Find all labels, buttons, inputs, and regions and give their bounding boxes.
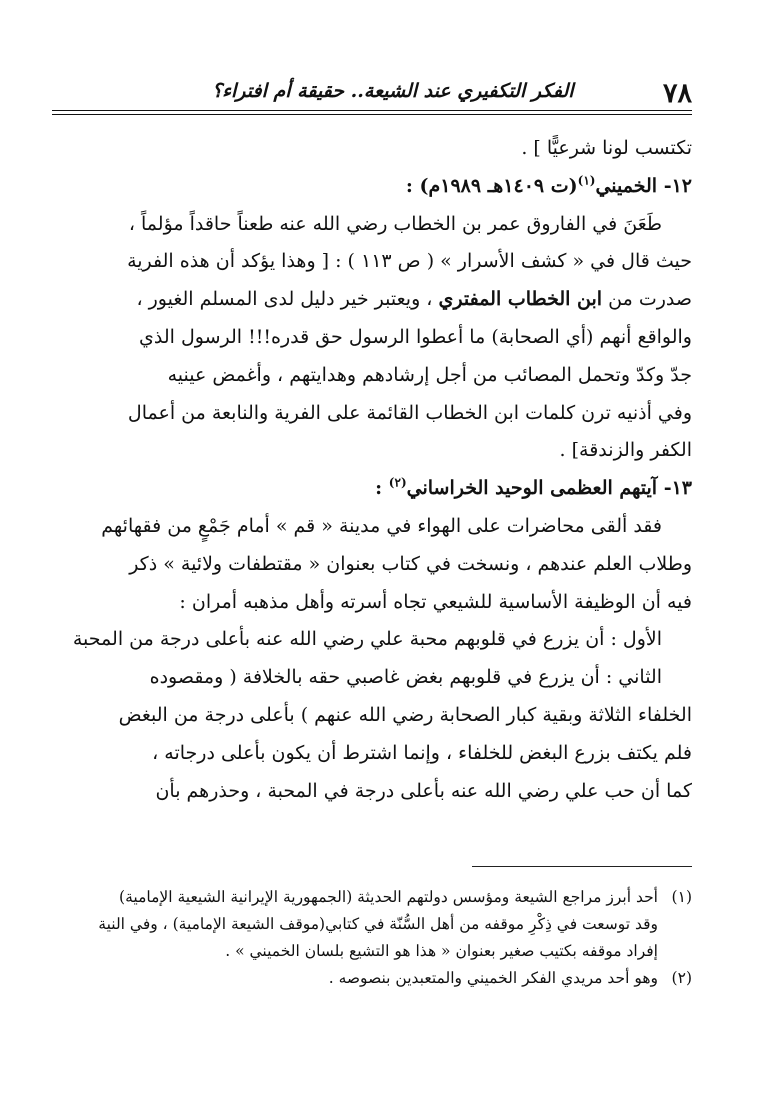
text-line: حيث قال في « كشف الأسرار » ( ص ١١٣ ) : [ وهذا يؤكد أن هذه الفرية [127,250,692,273]
section-heading-13 [52,470,692,508]
text-line: وفي أذنيه ترن كلمات ابن الخطاب القائمة على الفرية والنابعة من أعمال [127,401,692,424]
page-number: ٧٨ [662,78,692,109]
footnote-line: إفراد موقفه بكتيب صغير بعنوان « هذا هو التشيع بلسان الخميني » . [225,942,658,960]
footnotes [52,884,692,992]
text-line: والواقع أنهم (أي الصحابة) ما أعطوا الرسول حق قدره!!! الرسول الذي [139,325,692,348]
footnote-ref-1[interactable]: (١) [577,173,596,188]
text-line: الثاني : أن يزرع في قلوبهم بغض غاصبي حقه بالخلافة ( ومقصوده [149,666,662,689]
footnote-ref-2[interactable]: (٢) [388,475,407,490]
footnote-marker: (١) [671,888,692,906]
running-title: الفكر التكفيري عند الشيعة.. حقيقة أم افتراء؟ [212,80,574,102]
text-line: فلم يكتف بزرع البغض للخلفاء ، وإنما اشترط أن يكون بأعلى درجاته ، [152,741,692,764]
footnote-2 [52,965,692,992]
heading-title: ١٢- الخميني [595,174,692,197]
text-line: تكتسب لونا شرعيًّا ] . [521,137,692,159]
header-rule-inner [52,114,692,115]
text-line: كما أن حب علي رضي الله عنه بأعلى درجة في المحبة ، وحذرهم بأن [155,779,692,802]
heading-colon: : [375,477,389,500]
text-line: الكفر والزندقة] . [559,439,692,462]
footnote-marker: (٢) [671,969,692,987]
footnote-text: وهو أحد مريدي الفكر الخميني والمتعبدين بنصوصه . [328,969,658,987]
running-header [52,72,692,114]
footnote-separator [472,866,692,867]
section-heading-12 [52,168,692,206]
header-rule [52,110,692,111]
text-line: طَعَنَ في الفاروق عمر بن الخطاب رضي الله عنه طعناً حاقداً مؤلماً ، [128,212,662,235]
text-run: صدرت من [608,288,692,311]
text-line [52,281,692,319]
footnote-line: وقد توسعت في ذِكْرِ موقفه من أهل السُّنّة في كتابي(موقف الشيعة الإمامية) ، وفي النية [98,915,658,933]
footnote-1 [52,884,692,911]
text-line: الخلفاء الثلاثة وبقية كبار الصحابة رضي الله عنهم ) بأعلى درجة من البغض [118,703,692,726]
main-text [52,130,692,810]
heading-dates: (ت ١٤٠٩هـ ١٩٨٩م) : [405,174,578,197]
text-line: فقد ألقى محاضرات على الهواء في مدينة « قم » أمام جَمْعٍ من فقهائهم [101,514,662,537]
heading-title: ١٣- آيتهم العظمى الوحيد الخراساني [406,477,692,500]
text-line: فيه أن الوظيفة الأساسية للشيعي تجاه أسرته وأهل مذهبه أمران : [179,590,692,613]
footnote-text: أحد أبرز مراجع الشيعة ومؤسس دولتهم الحديثة (الجمهورية الإيرانية الشيعية الإمامية) [119,888,658,906]
text-line: وطلاب العلم عندهم ، ونسخت في كتاب بعنوان « مقتطفات ولائية » ذكر [129,552,692,575]
bold-phrase: ابن الخطاب المفتري [438,288,603,311]
text-line: الأول : أن يزرع في قلوبهم محبة علي رضي الله عنه بأعلى درجة من المحبة [72,628,662,651]
text-run: ، ويعتبر خير دليل لدى المسلم الغيور ، [136,288,433,311]
text-line: جدّ وكدّ وتحمل المصائب من أجل إرشادهم وهدايتهم ، وأغمض عينيه [167,363,692,386]
